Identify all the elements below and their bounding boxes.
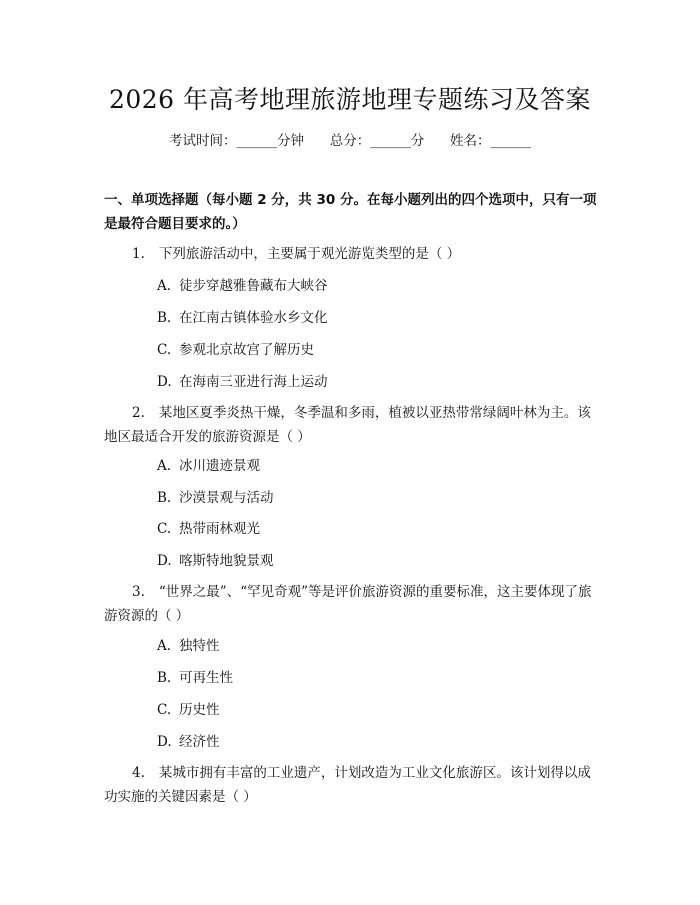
option-2c [157,519,260,539]
option-letter: C. [157,702,172,718]
option-3a [157,636,220,656]
option-text: 沙漠景观与活动 [179,490,274,506]
option-letter: C. [157,342,172,358]
option-letter: D. [157,553,172,569]
option-1d [157,372,328,392]
question-number: 4. [132,765,145,781]
option-text: 热带雨林观光 [179,521,260,537]
option-letter: B. [157,670,172,686]
question-number: 3. [132,584,145,600]
option-letter: B. [157,310,172,326]
option-3d [157,732,220,752]
option-letter: A. [157,458,172,474]
option-1b [157,308,328,328]
question-number: 2. [132,405,145,421]
question-number: 1. [132,246,145,262]
page-title: 2026 年高考地理旅游地理专题练习及答案 [108,85,592,114]
option-text: 喀斯特地貌景观 [179,553,274,569]
option-letter: D. [157,734,172,750]
option-2b [157,488,274,508]
option-letter: B. [157,490,172,506]
option-text: 独特性 [179,638,220,654]
option-1c [157,340,314,360]
option-text: 徒步穿越雅鲁藏布大峡谷 [179,278,328,294]
option-text: 经济性 [179,734,220,750]
option-text: 历史性 [179,702,220,718]
option-2a [157,456,260,476]
option-2d [157,551,274,571]
question-4 [104,761,604,809]
exam-meta-line: 考试时间：______分钟 总分：______分 姓名：______ [169,133,531,149]
option-text: 可再生性 [179,670,233,686]
question-1 [104,242,604,266]
question-stem: 下列旅游活动中，主要属于观光游览类型的是（ ） [158,246,461,262]
option-text: 冰川遗迹景观 [179,458,260,474]
question-stem: 某地区夏季炎热干燥，冬季温和多雨，植被以亚热带常绿阔叶林为主。该地区最适合开发的旅游资源是（ ） [104,405,591,445]
option-3c [157,700,220,720]
option-1a [157,276,328,296]
question-3 [104,580,604,628]
question-stem: 某城市拥有丰富的工业遗产，计划改造为工业文化旅游区。该计划得以成功实施的关键因素是（ ） [104,765,591,805]
section-heading: 一、单项选择题（每小题 2 分，共 30 分。在每小题列出的四个选项中，只有一项是最符合题目要求的。） [104,192,597,232]
question-stem: “世界之最”、“罕见奇观”等是评价旅游资源的重要标准，这主要体现了旅游资源的（ ） [104,584,592,624]
question-2 [104,401,604,449]
option-letter: A. [157,278,172,294]
option-letter: A. [157,638,172,654]
option-letter: D. [157,374,172,390]
option-text: 参观北京故宫了解历史 [179,342,314,358]
option-letter: C. [157,521,172,537]
option-3b [157,668,233,688]
option-text: 在海南三亚进行海上运动 [179,374,328,390]
option-text: 在江南古镇体验水乡文化 [179,310,328,326]
